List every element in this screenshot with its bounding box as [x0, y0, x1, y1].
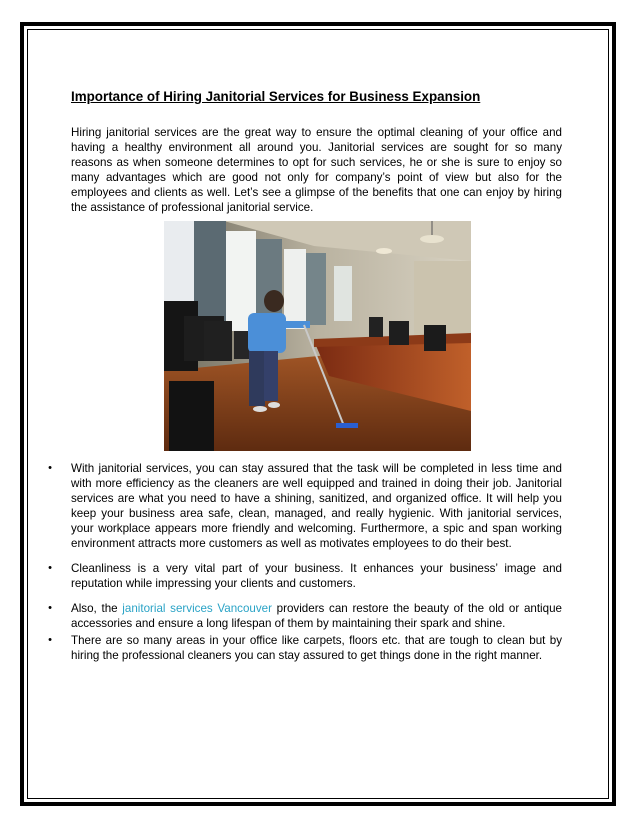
- bullet-icon: •: [48, 562, 52, 574]
- benefits-list: [43, 461, 562, 663]
- bullet-icon: •: [48, 462, 52, 474]
- office-cleaning-photo: [164, 221, 471, 451]
- list-item-text: Cleanliness is a very vital part of your business. It enhances your business’ image and reputation while impressing your clients and customers.: [71, 562, 562, 590]
- bullet-icon: •: [48, 634, 52, 646]
- list-item: [43, 461, 562, 551]
- list-item: [43, 633, 562, 663]
- intro-paragraph: Hiring janitorial services are the great way to ensure the optimal cleaning of your office and having a healthy environment all around you. Janitorial services are sought for so many reasons as when someone determines to opt for such services, he or she is sure to enjoy so many advantages which are good not only for company’s point of view but also for the employees and clients as well. Let’s see a glimpse of the benefits that one can enjoy by hiring the assistance of professional janitorial service.: [71, 126, 562, 214]
- document-body: [71, 88, 562, 215]
- bullet-icon: •: [48, 602, 52, 614]
- list-item-text: There are so many areas in your office like carpets, floors etc. that are tough to clean but by hiring the professional cleaners you can stay assured to get things done in the right manner.: [71, 634, 562, 662]
- list-item-text-before: Also, the: [71, 602, 123, 615]
- document-title: Importance of Hiring Janitorial Services for Business Expansion: [71, 89, 481, 104]
- janitorial-services-link[interactable]: janitorial services Vancouver: [122, 602, 272, 615]
- list-item-text-after: providers can restore the beauty of the old or antique accessories and ensure a long lifespan of them by maintaining their spark and shine.: [71, 602, 562, 630]
- list-item: [43, 601, 562, 631]
- list-item-text: With janitorial services, you can stay assured that the task will be completed in less time and with more efficiency as the cleaners are well equipped and trained in doing their job. Janitorial services are what you need to have a shining, sanitized, and organized office. It will help you keep your business area safe, clean, managed, and really hygienic. With janitorial services, your workplace appears more friendly and welcoming. Furthermore, a spic and span working environment attracts more customers as well as motivates employees to do their best.: [71, 462, 562, 550]
- list-item: [43, 561, 562, 591]
